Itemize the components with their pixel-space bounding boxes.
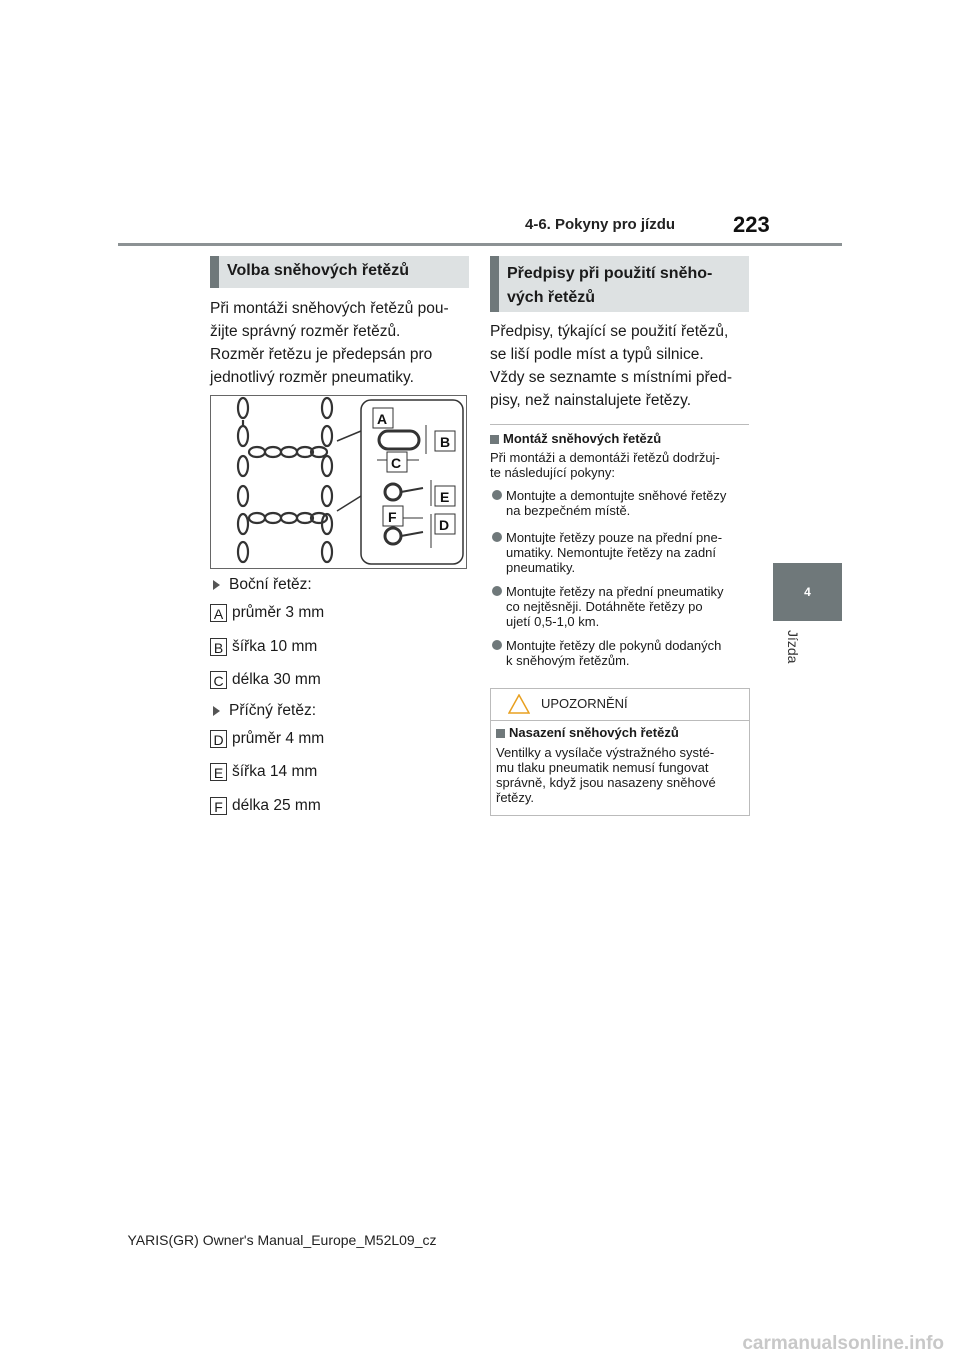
left-intro — [210, 297, 472, 389]
spec-item — [210, 763, 460, 785]
side-chain-label — [213, 576, 463, 594]
left-intro-line: žijte správný rozměr řetězů. — [210, 323, 401, 340]
bullet-dot-icon — [492, 490, 502, 500]
arrow-icon — [213, 580, 220, 590]
bullet-item — [490, 584, 752, 629]
bullet-line: ujetí 0,5-1,0 km. — [506, 614, 600, 629]
side-chain-label-text: Boční řetěz: — [229, 576, 312, 593]
bullet-line: pneumatiky. — [506, 560, 576, 575]
square-bullet-icon — [490, 435, 499, 444]
chapter-label-text: Jízda — [785, 630, 801, 664]
figure-label-c: C — [391, 455, 402, 471]
warning-box — [490, 688, 750, 816]
warning-line: správně, když jsou nasazeny sněhové — [496, 775, 716, 790]
square-bullet-icon — [496, 729, 505, 738]
bullet-line: Montujte řetězy dle pokynů dodaných — [506, 638, 722, 653]
bullet-dot-icon — [492, 586, 502, 596]
spec-letter: A — [210, 604, 227, 622]
right-heading — [490, 256, 749, 312]
page-number: 223 — [733, 212, 770, 237]
left-intro-line: jednotlivý rozměr pneumatiky. — [210, 369, 414, 386]
chapter-label — [781, 630, 805, 690]
figure-label-e: E — [440, 489, 450, 505]
spec-letter: E — [210, 763, 227, 781]
spec-letter: D — [210, 730, 227, 748]
section-divider — [490, 424, 749, 425]
bullet-dot-icon — [492, 640, 502, 650]
mounting-subheading — [490, 431, 661, 446]
warning-subheading — [496, 725, 679, 740]
bullet-dot-icon — [492, 532, 502, 542]
snow-chain-figure — [210, 395, 467, 569]
bullet-line: Montujte a demontujte sněhové řetězy — [506, 488, 727, 503]
right-intro-line: Předpisy, týkající se použití řetězů, — [490, 323, 729, 340]
right-intro-line: Vždy se seznamte s místními před- — [490, 369, 733, 386]
bullet-line: k sněhovým řetězům. — [506, 653, 630, 668]
warning-subheading-text: Nasazení sněhových řetězů — [509, 725, 679, 740]
right-heading-line: Předpisy při použití sněho- — [507, 265, 713, 282]
spec-text: průměr 3 mm — [232, 604, 325, 622]
spec-text: průměr 4 mm — [232, 730, 325, 748]
bullet-line: Montujte řetězy na přední pneumatiky — [506, 584, 724, 599]
right-intro — [490, 320, 752, 412]
snow-chain-illustration — [211, 396, 466, 568]
spec-item — [210, 638, 460, 660]
spec-letter: B — [210, 638, 227, 656]
spec-letter: F — [210, 797, 227, 815]
bullet-line: na bezpečném místě. — [506, 503, 631, 518]
header-rule — [118, 243, 842, 246]
spec-letter: C — [210, 671, 227, 689]
right-intro-line: se liší podle míst a typů silnice. — [490, 346, 704, 363]
warning-line: mu tlaku pneumatik nemusí fungovat — [496, 760, 709, 775]
figure-label-f: F — [388, 509, 397, 525]
bullet-item — [490, 488, 752, 518]
bullet-line: co nejtěsněji. Dotáhněte řetězy po — [506, 599, 703, 614]
spec-item — [210, 671, 460, 693]
arrow-icon — [213, 706, 220, 716]
warning-line: řetězy. — [496, 790, 535, 805]
figure-label-d: D — [439, 517, 450, 533]
bullet-line: umatiky. Nemontujte řetězy na zadní — [506, 545, 717, 560]
bullet-line: Montujte řetězy pouze na přední pne- — [506, 530, 723, 545]
warning-triangle-icon — [508, 694, 530, 714]
figure-label-b: B — [440, 434, 451, 450]
mounting-intro-line: te následující pokyny: — [490, 465, 616, 480]
spec-text: délka 30 mm — [232, 671, 321, 689]
warning-title: UPOZORNĚNÍ — [541, 696, 628, 711]
bullet-item — [490, 638, 752, 668]
chapter-tab: 4 — [773, 563, 842, 621]
mounting-intro — [490, 450, 752, 480]
warning-header — [491, 689, 749, 721]
spec-text: šířka 10 mm — [232, 638, 318, 656]
spec-text: délka 25 mm — [232, 797, 321, 815]
warning-line: Ventilky a vysílače výstražného systé- — [496, 745, 715, 760]
cross-chain-label-text: Příčný řetěz: — [229, 702, 316, 719]
spec-text: šířka 14 mm — [232, 763, 318, 781]
watermark: carmanualsonline.info — [742, 1333, 944, 1354]
section-title: 4-6. Pokyny pro jízdu — [525, 216, 676, 233]
left-intro-line: Rozměr řetězu je předepsán pro — [210, 346, 433, 363]
footer-manual-id: YARIS(GR) Owner's Manual_Europe_M52L09_cz — [127, 1232, 437, 1248]
mounting-subheading-text: Montáž sněhových řetězů — [503, 431, 662, 446]
cross-chain-label — [213, 702, 463, 720]
bullet-item — [490, 530, 752, 575]
figure-label-a: A — [377, 411, 388, 427]
left-heading: Volba sněhových řetězů — [210, 256, 469, 288]
spec-item — [210, 604, 460, 626]
mounting-intro-line: Při montáži a demontáži řetězů dodržuj- — [490, 450, 720, 465]
right-intro-line: pisy, než nainstalujete řetězy. — [490, 392, 692, 409]
right-heading-line: vých řetězů — [507, 289, 596, 306]
left-intro-line: Při montáži sněhových řetězů pou- — [210, 300, 449, 317]
spec-item — [210, 730, 460, 752]
warning-body — [496, 745, 746, 805]
spec-item — [210, 797, 460, 819]
